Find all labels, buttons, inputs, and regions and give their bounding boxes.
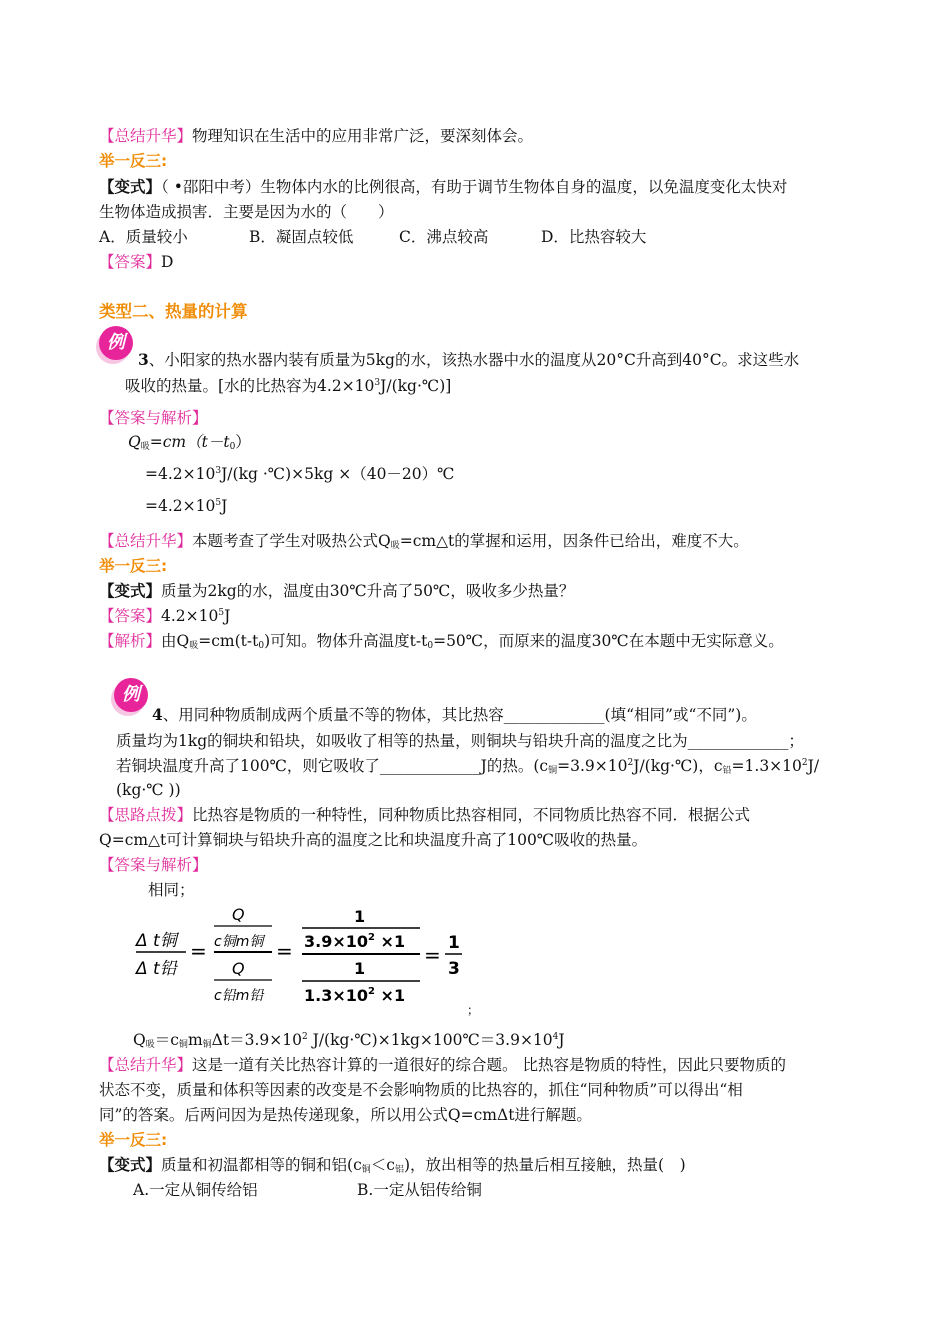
variant3-sub2: 铝 [394, 1165, 404, 1175]
result-num: 1 [448, 933, 460, 953]
answer2-line [99, 606, 230, 626]
example3-text-1: 、小阳家的热水器内装有质量为5kg的水，该热水器中水的温度从20°C升高到40°C。求这些水 [148, 351, 800, 369]
summary-line-2 [99, 531, 749, 551]
hint-tag: 【思路点拨】 [99, 806, 193, 824]
mid-den-bottom: c铅m铅 [214, 988, 264, 1004]
variant2-line [99, 581, 574, 601]
q-sup1: 2 [301, 1032, 308, 1042]
formula-end: ） [235, 433, 251, 451]
result-den: 3 [448, 959, 460, 979]
ex4-l3-mid: =3.9×10 [557, 757, 628, 775]
example-badge-icon: 例 [99, 326, 133, 360]
q-calc-line [133, 1030, 565, 1050]
ex4-l3-sup1: 2 [627, 758, 634, 768]
formula2-sup: 3 [215, 466, 222, 476]
practice-heading-text: 举一反三: [99, 152, 168, 170]
answer-analysis-tag-2: 【答案与解析】 [99, 856, 208, 874]
practice-heading-2-text: 举一反三: [99, 557, 168, 575]
summary3-text-1: 这是一道有关比热容计算的一道很好的综合题。 比热容是物质的特性，因此只要物质的 [192, 1056, 786, 1074]
mid-q-bottom: Q [232, 959, 245, 978]
eq-sign-1: = [190, 939, 207, 963]
formula-sub0: 0 [229, 442, 236, 452]
example4-text-1: 、用同种物质制成两个质量不等的物体，其比热容_____________(填“相同”或“不同”)。 [162, 706, 757, 724]
formula-line-3 [145, 496, 227, 516]
example3-sup: 3 [374, 378, 381, 388]
variant3-post: )，放出相等的热量后相互接触，热量( ) [403, 1156, 686, 1174]
answer2-post: J [224, 607, 231, 625]
option3-a: A.一定从铜传给铝 [133, 1181, 258, 1199]
summary-line-3 [99, 1055, 786, 1075]
practice-heading-2 [99, 556, 167, 576]
variant3-tag: 【变式】 [99, 1155, 162, 1174]
q-mid3: Δt＝3.9×10 [211, 1031, 302, 1049]
variant-line-1 [99, 177, 787, 197]
hint-line-1 [99, 805, 750, 825]
example4-line-1 [152, 705, 757, 725]
q-mid: ＝c [154, 1031, 179, 1049]
analysis-mid: =cm(t-t [198, 632, 259, 650]
practice-heading-3-text: 举一反三: [99, 1131, 168, 1149]
formula3-post: J [221, 497, 228, 515]
section-title [99, 302, 248, 322]
formula2-pre: =4.2×10 [145, 465, 216, 483]
summary2-sub: 吸 [390, 541, 400, 551]
q-sup2: 4 [552, 1032, 559, 1042]
variant-line-2: 生物体造成损害．主要是因为水的（ ） [99, 203, 394, 221]
formula-line-1 [128, 432, 251, 452]
hint-line-2: Q=cm△t可计算铜块与铅块升高的温度之比和块温度升高了100℃吸收的热量。 [99, 831, 648, 849]
option3-b: B.一定从铝传给铜 [357, 1181, 482, 1199]
practice-heading [99, 151, 167, 171]
analysis-line [99, 631, 784, 651]
lhs-numerator: Δ t铜 [136, 931, 177, 951]
option-a: A．质量较小 [99, 228, 188, 246]
variant-text-1: （ •邵阳中考）生物体内水的比例很高，有助于调节生物体自身的温度，以免温度变化太快对 [161, 178, 788, 196]
ex4-l3-sub2: 铅 [722, 766, 732, 776]
answer2-sup: 5 [218, 608, 225, 618]
example4-line-4: (kg·℃ )) [116, 781, 181, 799]
mid-den-top: c铜m铜 [214, 934, 264, 950]
analysis-post: =50℃，而原来的温度30℃在本题中无实际意义。 [433, 632, 784, 650]
formula-sub: 吸 [140, 442, 150, 452]
option-c: C．沸点较高 [399, 228, 489, 246]
formula2-post: J/(kg ·℃)×5kg ×（40－20）℃ [221, 465, 455, 483]
variant3-line [99, 1155, 686, 1175]
example3-line-2 [125, 376, 451, 396]
analysis-pre: 由Q [161, 632, 190, 650]
frac-semicolon: ； [467, 1003, 480, 1017]
variant-tag: 【变式】 [99, 177, 162, 196]
q-pre: Q [133, 1031, 146, 1049]
option-d: D．比热容较大 [541, 228, 647, 246]
formula3-pre: =4.2×10 [145, 497, 216, 515]
mid-q-top: Q [232, 905, 245, 924]
summary3-line-3: 同”的答案。后两问因为是热传递现象，所以用公式Q=cmΔt进行解题。 [99, 1106, 592, 1124]
practice-heading-3 [99, 1130, 167, 1150]
summary-line [99, 126, 533, 146]
formula-body: =cm（t－t [149, 433, 230, 451]
variant2-tag: 【变式】 [99, 581, 162, 600]
q-sub1: 吸 [145, 1040, 155, 1050]
example3-text-2: 吸收的热量。[水的比热容为4.2×10 [125, 377, 375, 395]
answer-text: D [161, 253, 174, 271]
answer-tag: 【答案】 [99, 253, 162, 271]
answer2-tag: 【答案】 [99, 607, 162, 625]
q-mid4: J/(kg·℃)×1kg×100℃＝3.9×10 [307, 1031, 553, 1049]
fraction-equation [134, 902, 494, 1018]
example4-line-3 [116, 756, 819, 776]
answer-analysis-heading [99, 408, 208, 428]
summary-text: 物理知识在生活中的应用非常广泛，要深刻体会。 [192, 127, 534, 145]
section-title-text: 类型二、热量的计算 [99, 302, 248, 321]
example4-number: 4 [152, 705, 163, 724]
formula3-sup: 5 [215, 498, 222, 508]
example3-text-2b: J/(kg·℃)] [380, 377, 452, 395]
eq-sign-2: = [276, 939, 293, 963]
ex4-l3-mid3: =1.3×10 [731, 757, 802, 775]
variant3-sub1: 铜 [361, 1165, 371, 1175]
example-badge-icon-2: 例 [114, 678, 148, 712]
variant3-mid: ＜c [370, 1156, 395, 1174]
summary-tag-2: 【总结升华】 [99, 532, 193, 550]
example4-line-2: 质量均为1kg的铜块和铅块，如吸收了相等的热量，则铜块与铅块升高的温度之比为_____________； [116, 732, 804, 750]
r2-den: $1.3\times 10^2 \times 1$ [304, 986, 406, 1005]
example3-line-1 [138, 350, 799, 370]
analysis-tag: 【解析】 [99, 632, 162, 650]
formula-line-2 [145, 464, 455, 484]
eq-sign-3: = [424, 943, 441, 967]
ex4-l3-sup2: 2 [801, 758, 808, 768]
answer-analysis-tag: 【答案与解析】 [99, 409, 208, 427]
same-answer: 相同； [148, 881, 195, 899]
q-sub2: 铜 [178, 1040, 188, 1050]
summary3-line-2: 状态不变，质量和体积等因素的改变是不会影响物质的比热容的，抓住“同种物质”可以得出“相 [99, 1081, 743, 1099]
ex4-l3-sub1: 铜 [548, 766, 558, 776]
analysis-mid2: )可知。物体升高温度t-t [264, 632, 428, 650]
summary-tag: 【总结升华】 [99, 127, 193, 145]
answer2-pre: 4.2×10 [161, 607, 219, 625]
example3-number: 3 [138, 350, 149, 369]
analysis-sub0: 0 [258, 641, 265, 651]
option-b: B．凝固点较低 [249, 228, 354, 246]
hint-text-1: 比热容是物质的一种特性，同种物质比热容相同，不同物质比热容不同．根据公式 [192, 806, 751, 824]
r1-den: $3.9\times 10^2 \times 1$ [304, 932, 406, 951]
summary2-pre: 本题考查了学生对吸热公式Q [192, 532, 391, 550]
ex4-l3-end: J/ [807, 757, 820, 775]
analysis-sub: 吸 [189, 641, 199, 651]
q-sub3: 铜 [202, 1040, 212, 1050]
answer-line [99, 252, 173, 272]
variant2-text: 质量为2kg的水，温度由30℃升高了50℃，吸收多少热量？ [161, 582, 575, 600]
analysis-sub0b: 0 [427, 641, 434, 651]
formula-q: Q [128, 433, 141, 451]
answer-analysis-heading-2 [99, 855, 208, 875]
q-mid2: m [187, 1031, 203, 1049]
summary2-post: =cm△t的掌握和运用，因条件已给出，难度不大。 [399, 532, 749, 550]
variant3-pre: 质量和初温都相等的铜和铝(c [161, 1156, 362, 1174]
r1-num: 1 [354, 907, 366, 926]
r2-num: 1 [354, 959, 366, 978]
ex4-l3-mid2: J/(kg·℃)，c [633, 757, 723, 775]
lhs-denominator: Δ t铅 [136, 959, 177, 979]
summary-tag-3: 【总结升华】 [99, 1056, 193, 1074]
ex4-l3-pre: 若铜块温度升高了100℃，则它吸收了_____________J的热。(c [116, 757, 549, 775]
q-end: J [558, 1031, 565, 1049]
